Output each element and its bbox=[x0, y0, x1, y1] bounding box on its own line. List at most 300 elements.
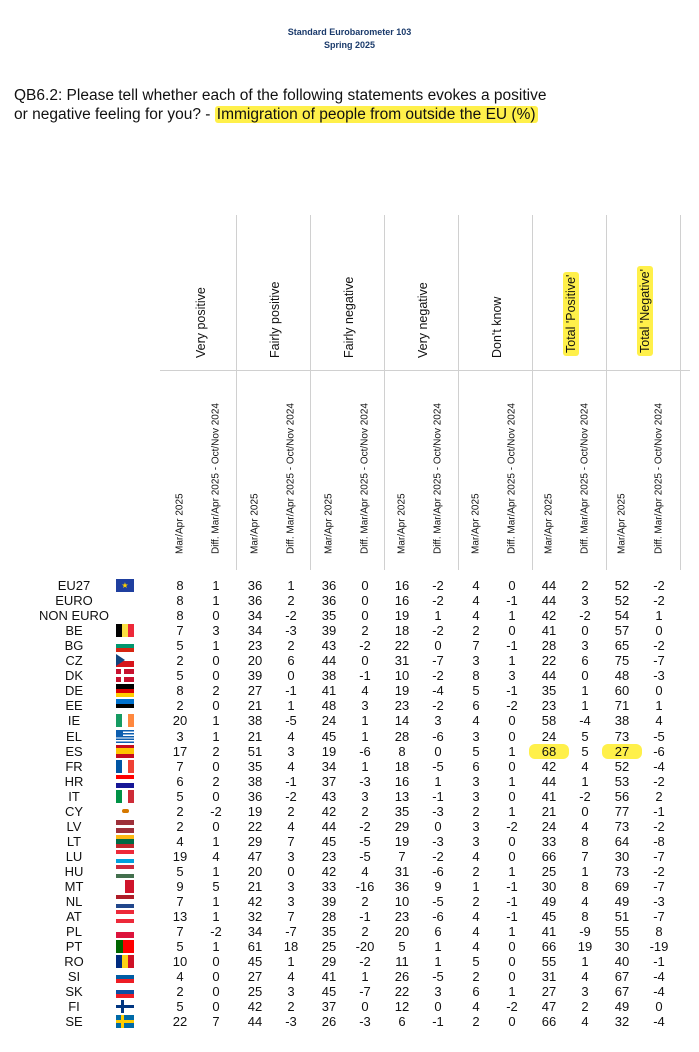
table-cell: 19 bbox=[321, 743, 337, 759]
table-cell: 3 bbox=[212, 623, 220, 639]
table-cell: 30 bbox=[541, 879, 557, 894]
table-cell: -2 bbox=[653, 773, 665, 789]
subcolumn-header bbox=[172, 375, 188, 565]
subcolumn-header bbox=[283, 375, 299, 565]
table-cell: -3 bbox=[653, 894, 665, 910]
table-row bbox=[0, 774, 699, 789]
sk-flag-icon bbox=[116, 985, 134, 998]
subcolumn-label: Diff. Mar/Apr 2025 - Oct/Nov 2024 bbox=[432, 403, 444, 554]
table-cell: 5 bbox=[176, 788, 184, 804]
table-cell: 10 bbox=[172, 954, 188, 970]
table-cell: 2 bbox=[212, 743, 220, 759]
table-cell: 2 bbox=[472, 803, 480, 819]
hr-flag-icon bbox=[116, 775, 134, 788]
table-cell: 16 bbox=[394, 593, 410, 609]
table-cell: -1 bbox=[506, 638, 518, 654]
table-cell: 18 bbox=[394, 758, 410, 774]
table-cell: -1 bbox=[506, 879, 518, 894]
table-cell: 64 bbox=[614, 833, 630, 849]
table-cell: 5 bbox=[581, 728, 589, 744]
table-cell: 42 bbox=[541, 758, 557, 774]
table-cell: -1 bbox=[359, 909, 371, 925]
table-cell: 0 bbox=[508, 758, 516, 774]
row-label: HU bbox=[64, 863, 84, 879]
table-cell: 2 bbox=[176, 698, 184, 714]
subcolumn-label: Mar/Apr 2025 bbox=[396, 493, 408, 554]
table-cell: 2 bbox=[176, 818, 184, 834]
subcolumn-label: Diff. Mar/Apr 2025 - Oct/Nov 2024 bbox=[210, 403, 222, 554]
table-row bbox=[0, 578, 699, 593]
table-cell: 67 bbox=[614, 984, 630, 1000]
column-group-header bbox=[413, 212, 433, 372]
table-cell: 2 bbox=[581, 578, 589, 593]
table-cell: 58 bbox=[541, 713, 557, 729]
table-row bbox=[0, 969, 699, 984]
table-cell: -4 bbox=[653, 758, 665, 774]
table-cell: 5 bbox=[472, 954, 480, 970]
table-cell: 4 bbox=[287, 728, 295, 744]
table-cell: 23 bbox=[394, 698, 410, 714]
table-cell: 7 bbox=[176, 894, 184, 910]
table-cell: 38 bbox=[247, 773, 263, 789]
table-cell: 23 bbox=[321, 848, 337, 864]
table-cell: 38 bbox=[247, 713, 263, 729]
table-cell: -2 bbox=[579, 608, 591, 624]
table-cell: 21 bbox=[541, 803, 557, 819]
table-cell: 36 bbox=[247, 788, 263, 804]
table-cell: 4 bbox=[581, 894, 589, 910]
cz-flag-icon bbox=[116, 654, 134, 667]
table-row bbox=[0, 924, 699, 939]
table-cell: 65 bbox=[614, 638, 630, 654]
table-cell: 9 bbox=[434, 879, 442, 894]
table-cell: 66 bbox=[541, 1014, 557, 1030]
table-cell: 1 bbox=[287, 578, 295, 593]
table-cell: 22 bbox=[394, 638, 410, 654]
table-row bbox=[0, 608, 699, 623]
es-flag-icon bbox=[116, 745, 134, 758]
table-cell: 8 bbox=[176, 593, 184, 609]
table-cell: 0 bbox=[212, 698, 220, 714]
table-cell: 2 bbox=[212, 773, 220, 789]
table-cell: 48 bbox=[321, 698, 337, 714]
table-cell: 0 bbox=[581, 668, 589, 684]
table-cell: 24 bbox=[321, 713, 337, 729]
table-cell: 4 bbox=[472, 593, 480, 609]
table-cell: 1 bbox=[212, 833, 220, 849]
table-cell: 0 bbox=[361, 578, 369, 593]
table-cell: 7 bbox=[287, 833, 295, 849]
table-cell: 7 bbox=[287, 909, 295, 925]
table-cell: 0 bbox=[434, 818, 442, 834]
subcolumn-label: Diff. Mar/Apr 2025 - Oct/Nov 2024 bbox=[359, 403, 371, 554]
table-cell: 4 bbox=[472, 578, 480, 593]
table-cell: 3 bbox=[287, 743, 295, 759]
table-cell: -2 bbox=[506, 999, 518, 1015]
table-cell: 0 bbox=[434, 638, 442, 654]
table-cell: -2 bbox=[285, 608, 297, 624]
table-cell: 2 bbox=[472, 623, 480, 639]
row-label: LV bbox=[66, 818, 82, 834]
table-cell: 35 bbox=[541, 683, 557, 699]
table-row bbox=[0, 623, 699, 638]
table-cell: 10 bbox=[394, 668, 410, 684]
table-cell: 4 bbox=[472, 909, 480, 925]
table-cell: 33 bbox=[541, 833, 557, 849]
table-cell: -5 bbox=[359, 848, 371, 864]
column-group-label: Total 'Positive' bbox=[563, 272, 579, 356]
table-row bbox=[0, 759, 699, 774]
table-cell: 3 bbox=[508, 668, 516, 684]
table-cell: 77 bbox=[614, 803, 630, 819]
table-cell: 4 bbox=[581, 818, 589, 834]
table-cell: 4 bbox=[176, 969, 184, 985]
table-cell: 4 bbox=[361, 683, 369, 699]
table-cell: 40 bbox=[614, 954, 630, 970]
table-cell: 1 bbox=[581, 954, 589, 970]
table-cell: 45 bbox=[247, 954, 263, 970]
table-cell: 8 bbox=[176, 578, 184, 593]
table-cell: 4 bbox=[581, 758, 589, 774]
table-cell: 4 bbox=[472, 999, 480, 1015]
table-cell: 1 bbox=[508, 984, 516, 1000]
table-cell: 3 bbox=[434, 713, 442, 729]
mt-flag-icon bbox=[116, 880, 134, 893]
table-cell: 67 bbox=[614, 969, 630, 985]
column-divider bbox=[606, 215, 607, 570]
table-cell: 2 bbox=[361, 924, 369, 940]
table-cell: -6 bbox=[359, 743, 371, 759]
table-row bbox=[0, 849, 699, 864]
table-cell: -1 bbox=[506, 593, 518, 609]
table-cell: 4 bbox=[212, 848, 220, 864]
table-cell: 68 bbox=[529, 744, 569, 759]
table-cell: 53 bbox=[614, 773, 630, 789]
row-label: DE bbox=[64, 683, 84, 699]
table-cell: 1 bbox=[212, 713, 220, 729]
table-cell: 0 bbox=[361, 999, 369, 1015]
table-cell: 0 bbox=[361, 608, 369, 624]
table-cell: -4 bbox=[579, 713, 591, 729]
at-flag-icon bbox=[116, 910, 134, 923]
table-cell: 31 bbox=[394, 653, 410, 669]
table-cell: -4 bbox=[653, 984, 665, 1000]
subcolumn-header bbox=[468, 375, 484, 565]
subcolumn-header bbox=[321, 375, 337, 565]
table-cell: 0 bbox=[212, 969, 220, 985]
table-cell: 1 bbox=[434, 608, 442, 624]
subcolumn-header bbox=[247, 375, 263, 565]
table-cell: 4 bbox=[472, 848, 480, 864]
table-row bbox=[0, 729, 699, 744]
table-cell: 23 bbox=[247, 638, 263, 654]
ro-flag-icon bbox=[116, 955, 134, 968]
table-cell: -2 bbox=[506, 698, 518, 714]
table-cell: 0 bbox=[212, 608, 220, 624]
table-cell: -2 bbox=[432, 623, 444, 639]
table-cell: 3 bbox=[472, 728, 480, 744]
table-cell: 0 bbox=[361, 593, 369, 609]
subcolumn-header bbox=[208, 375, 224, 565]
table-cell: 45 bbox=[321, 728, 337, 744]
ie-flag-icon bbox=[116, 714, 134, 727]
table-cell: 26 bbox=[321, 1014, 337, 1030]
table-row bbox=[0, 804, 699, 819]
row-label: NON EURO bbox=[38, 608, 110, 624]
table-cell: 6 bbox=[287, 653, 295, 669]
table-cell: 2 bbox=[361, 623, 369, 639]
table-cell: 33 bbox=[321, 879, 337, 894]
table-cell: 19 bbox=[247, 803, 263, 819]
table-cell: -1 bbox=[506, 894, 518, 910]
table-cell: 0 bbox=[434, 743, 442, 759]
be-flag-icon bbox=[116, 624, 134, 637]
table-cell: 32 bbox=[614, 1014, 630, 1030]
row-label: EURO bbox=[55, 593, 93, 609]
table-row bbox=[0, 999, 699, 1014]
table-cell: -2 bbox=[432, 668, 444, 684]
table-cell: 44 bbox=[321, 818, 337, 834]
column-group-label: Very negative bbox=[416, 282, 430, 358]
table-cell: 1 bbox=[508, 773, 516, 789]
table-cell: 69 bbox=[614, 879, 630, 894]
table-cell: 56 bbox=[614, 788, 630, 804]
table-cell: 0 bbox=[287, 668, 295, 684]
table-cell: 43 bbox=[321, 638, 337, 654]
table-cell: 44 bbox=[247, 1014, 263, 1030]
table-cell: 51 bbox=[614, 909, 630, 925]
table-cell: 5 bbox=[176, 999, 184, 1015]
table-row bbox=[0, 954, 699, 969]
table-cell: -6 bbox=[432, 728, 444, 744]
table-cell: 36 bbox=[247, 593, 263, 609]
table-cell: 44 bbox=[541, 593, 557, 609]
table-cell: 2 bbox=[472, 863, 480, 879]
table-cell: 5 bbox=[581, 743, 589, 759]
table-cell: 18 bbox=[283, 939, 299, 955]
table-cell: 41 bbox=[541, 623, 557, 639]
table-cell: 1 bbox=[212, 894, 220, 910]
table-cell: 42 bbox=[247, 999, 263, 1015]
table-cell: 29 bbox=[321, 954, 337, 970]
table-cell: 3 bbox=[581, 593, 589, 609]
table-cell: 4 bbox=[472, 939, 480, 955]
table-cell: 9 bbox=[176, 879, 184, 894]
table-cell: 4 bbox=[287, 969, 295, 985]
table-cell: 8 bbox=[581, 833, 589, 849]
nl-flag-icon bbox=[116, 895, 134, 908]
table-cell: 1 bbox=[508, 743, 516, 759]
table-cell: 2 bbox=[287, 803, 295, 819]
table-cell: 2 bbox=[581, 999, 589, 1015]
column-group-header bbox=[265, 212, 285, 372]
row-label: PT bbox=[65, 939, 83, 955]
table-cell: 3 bbox=[472, 773, 480, 789]
row-label: SK bbox=[65, 984, 83, 1000]
subcolumn-header bbox=[357, 375, 373, 565]
table-cell: 61 bbox=[247, 939, 263, 955]
table-cell: 7 bbox=[581, 848, 589, 864]
fr-flag-icon bbox=[116, 760, 134, 773]
table-cell: 0 bbox=[508, 939, 516, 955]
table-row bbox=[0, 1014, 699, 1029]
se-flag-icon bbox=[116, 1015, 134, 1028]
table-cell: 0 bbox=[212, 818, 220, 834]
si-flag-icon bbox=[116, 970, 134, 983]
table-cell: -4 bbox=[653, 1014, 665, 1030]
table-cell: 52 bbox=[614, 758, 630, 774]
table-cell: 31 bbox=[394, 863, 410, 879]
table-cell: 71 bbox=[614, 698, 630, 714]
column-group-header bbox=[339, 212, 359, 372]
table-cell: 5 bbox=[472, 743, 480, 759]
table-cell: 24 bbox=[541, 728, 557, 744]
table-row bbox=[0, 834, 699, 849]
table-cell: 1 bbox=[212, 863, 220, 879]
table-cell: 25 bbox=[321, 939, 337, 955]
table-row bbox=[0, 879, 699, 894]
table-cell: 26 bbox=[394, 969, 410, 985]
table-cell: 4 bbox=[472, 608, 480, 624]
table-cell: 6 bbox=[434, 924, 442, 940]
table-cell: 1 bbox=[508, 803, 516, 819]
table-cell: 27 bbox=[247, 969, 263, 985]
table-cell: -6 bbox=[432, 909, 444, 925]
table-cell: 42 bbox=[321, 863, 337, 879]
table-cell: 1 bbox=[361, 728, 369, 744]
table-cell: 8 bbox=[176, 608, 184, 624]
table-cell: 34 bbox=[247, 623, 263, 639]
column-divider bbox=[532, 215, 533, 570]
table-cell: -7 bbox=[653, 653, 665, 669]
column-group-header bbox=[635, 212, 655, 372]
table-cell: 3 bbox=[472, 788, 480, 804]
table-cell: 3 bbox=[287, 894, 295, 910]
table-cell: 42 bbox=[541, 608, 557, 624]
table-cell: 36 bbox=[321, 578, 337, 593]
table-cell: 43 bbox=[321, 788, 337, 804]
table-cell: 18 bbox=[394, 623, 410, 639]
table-cell: 34 bbox=[247, 608, 263, 624]
table-cell: 16 bbox=[394, 578, 410, 593]
table-cell: 35 bbox=[247, 758, 263, 774]
table-cell: 2 bbox=[176, 653, 184, 669]
table-cell: 39 bbox=[247, 668, 263, 684]
table-cell: 1 bbox=[655, 608, 663, 624]
table-cell: 4 bbox=[581, 969, 589, 985]
table-cell: 20 bbox=[247, 863, 263, 879]
table-cell: 21 bbox=[247, 698, 263, 714]
row-label: ES bbox=[65, 743, 83, 759]
question-line-2-text: or negative feeling for you? - bbox=[14, 106, 215, 123]
table-cell: -3 bbox=[285, 623, 297, 639]
row-label: IE bbox=[67, 713, 81, 729]
table-cell: 6 bbox=[176, 773, 184, 789]
row-label: BG bbox=[64, 638, 84, 654]
table-cell: 37 bbox=[321, 773, 337, 789]
table-cell: 22 bbox=[247, 818, 263, 834]
question-line-2 bbox=[14, 105, 546, 124]
table-cell: 0 bbox=[508, 788, 516, 804]
table-cell: 3 bbox=[287, 879, 295, 894]
table-cell: 23 bbox=[394, 909, 410, 925]
table-cell: 4 bbox=[581, 1014, 589, 1030]
table-cell: 0 bbox=[581, 803, 589, 819]
table-cell: 1 bbox=[472, 879, 480, 894]
de-flag-icon bbox=[116, 684, 134, 697]
table-cell: -20 bbox=[355, 939, 375, 955]
table-cell: 28 bbox=[394, 728, 410, 744]
table-cell: 1 bbox=[361, 758, 369, 774]
table-cell: -1 bbox=[432, 1014, 444, 1030]
table-cell: 1 bbox=[287, 954, 295, 970]
table-cell: -19 bbox=[649, 939, 669, 955]
table-cell: 1 bbox=[434, 773, 442, 789]
table-cell: -7 bbox=[359, 984, 371, 1000]
column-divider bbox=[384, 215, 385, 570]
table-cell: -5 bbox=[285, 713, 297, 729]
table-cell: 0 bbox=[655, 999, 663, 1015]
table-cell: 4 bbox=[176, 833, 184, 849]
table-cell: 7 bbox=[176, 924, 184, 940]
table-cell: 30 bbox=[614, 848, 630, 864]
table-cell: 35 bbox=[394, 803, 410, 819]
table-cell: -2 bbox=[579, 788, 591, 804]
table-cell: -7 bbox=[285, 924, 297, 940]
table-cell: 48 bbox=[614, 668, 630, 684]
table-cell: 54 bbox=[614, 608, 630, 624]
row-label: RO bbox=[64, 954, 84, 970]
table-row bbox=[0, 984, 699, 999]
column-group-header bbox=[191, 212, 211, 372]
table-cell: 28 bbox=[321, 909, 337, 925]
table-cell: 13 bbox=[394, 788, 410, 804]
table-cell: 1 bbox=[212, 939, 220, 955]
table-cell: 19 bbox=[394, 608, 410, 624]
table-cell: -1 bbox=[432, 788, 444, 804]
column-group-header bbox=[561, 212, 581, 372]
pl-flag-icon bbox=[116, 925, 134, 938]
table-cell: 3 bbox=[581, 638, 589, 654]
table-cell: 1 bbox=[287, 698, 295, 714]
table-cell: 7 bbox=[472, 638, 480, 654]
table-cell: 36 bbox=[394, 879, 410, 894]
row-label: IT bbox=[68, 788, 80, 804]
table-cell: 3 bbox=[361, 698, 369, 714]
table-cell: 44 bbox=[541, 578, 557, 593]
table-cell: -1 bbox=[506, 909, 518, 925]
table-cell: -2 bbox=[653, 818, 665, 834]
table-cell: 5 bbox=[212, 879, 220, 894]
table-cell: 0 bbox=[508, 623, 516, 639]
table-cell: 3 bbox=[472, 818, 480, 834]
table-cell: 0 bbox=[508, 848, 516, 864]
row-label: EE bbox=[65, 698, 83, 714]
table-cell: 38 bbox=[321, 668, 337, 684]
row-label: SE bbox=[65, 1014, 83, 1030]
table-cell: 29 bbox=[394, 818, 410, 834]
question-text bbox=[14, 86, 546, 124]
table-cell: 22 bbox=[541, 653, 557, 669]
table-cell: 42 bbox=[321, 803, 337, 819]
table-cell: 3 bbox=[176, 728, 184, 744]
table-cell: 0 bbox=[655, 683, 663, 699]
subcolumn-label: Diff. Mar/Apr 2025 - Oct/Nov 2024 bbox=[285, 403, 297, 554]
table-cell: 35 bbox=[321, 924, 337, 940]
table-cell: 5 bbox=[398, 939, 406, 955]
table-row bbox=[0, 819, 699, 834]
row-label: DK bbox=[64, 668, 84, 684]
